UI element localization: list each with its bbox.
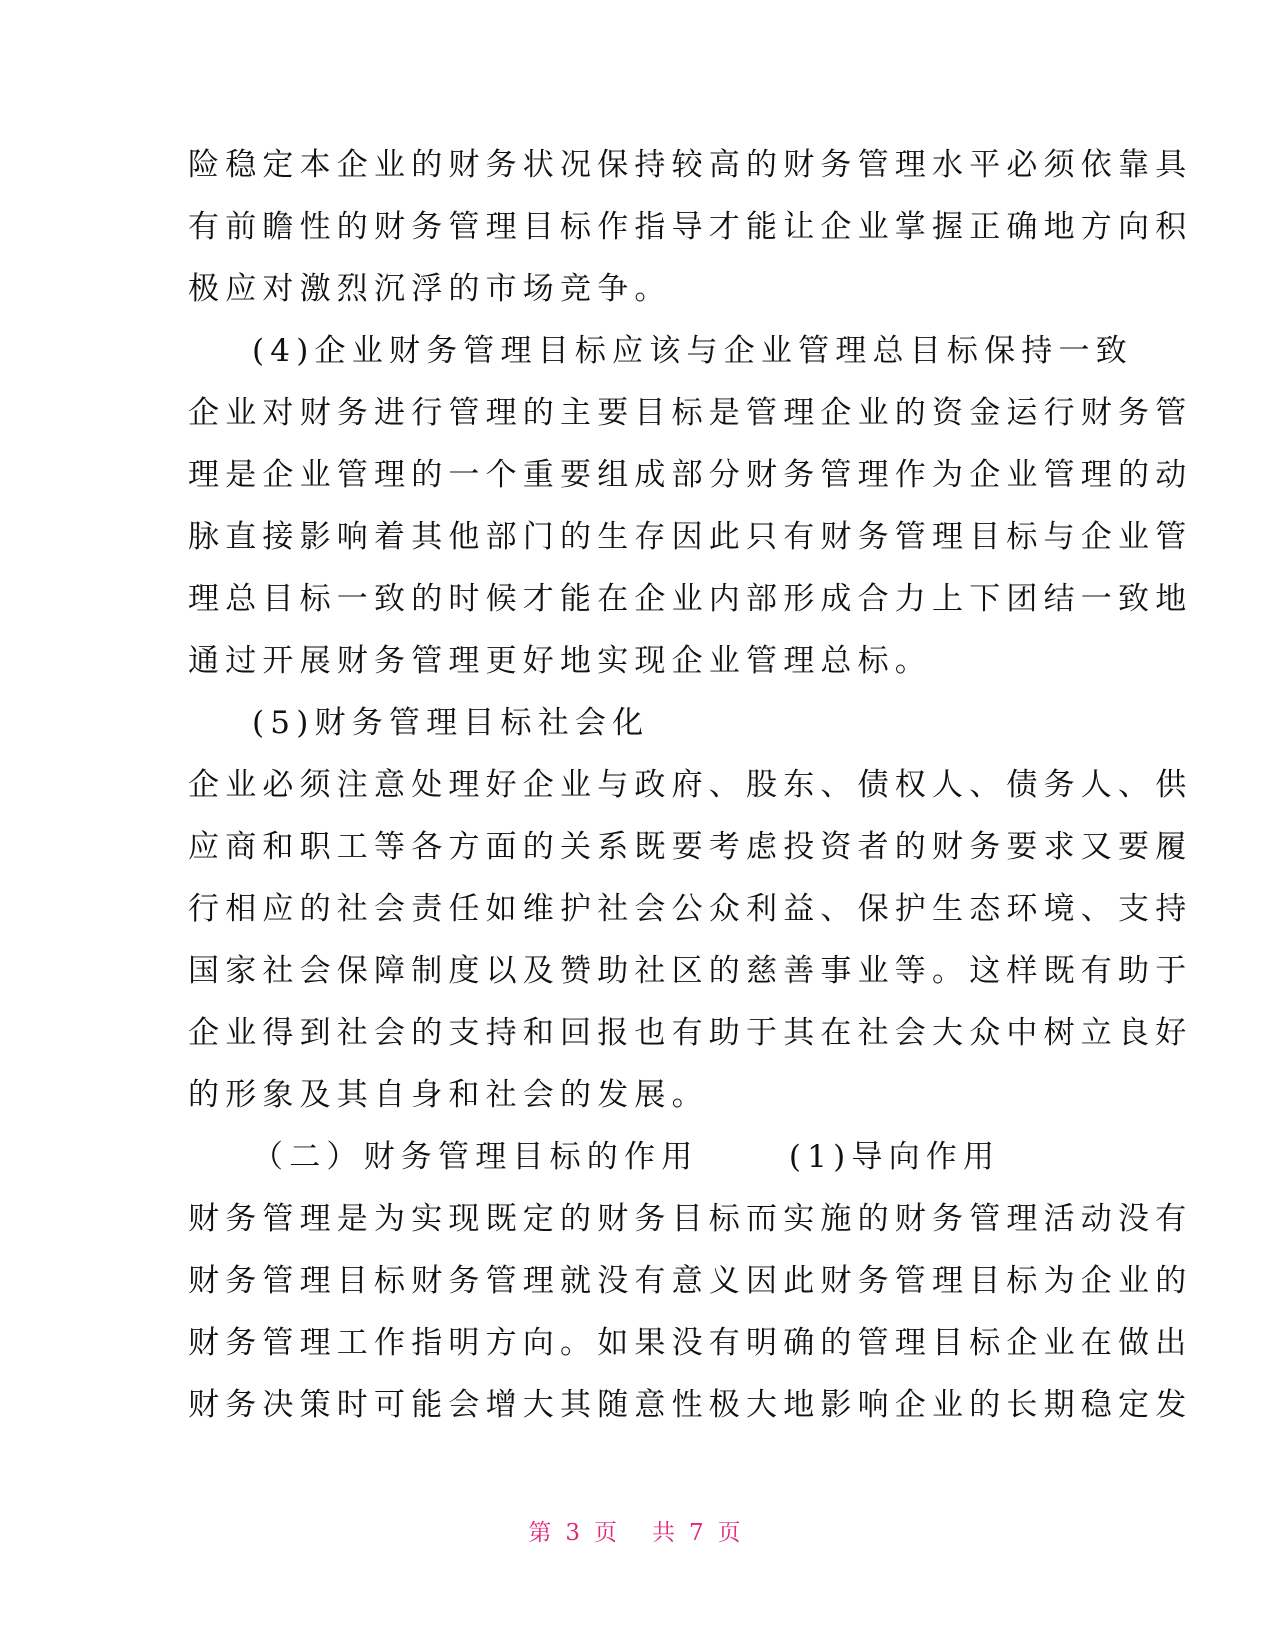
body-line: 有前瞻性的财务管理目标作指导才能让企业掌握正确地方向积 [188,209,1193,245]
body-line: 财务管理是为实现既定的财务目标而实施的财务管理活动没有 [188,1201,1193,1237]
body-line: 财务决策时可能会增大其随意性极大地影响企业的长期稳定发 [188,1387,1193,1423]
body-line: 的形象及其自身和社会的发展。 [188,1077,709,1113]
body-line: 极应对激烈沉浮的市场竞争。 [188,271,672,307]
body-line: 应商和职工等各方面的关系既要考虑投资者的财务要求又要履 [188,829,1193,865]
footer-page-number: 3 [565,1520,586,1546]
section-heading-2: （二）财务管理目标的作用 (1)导向作用 [252,1139,1001,1175]
footer-total-pages: 7 [689,1520,710,1546]
body-line: 企业对财务进行管理的主要目标是管理企业的资金运行财务管 [188,395,1193,431]
section-heading-5: (5)财务管理目标社会化 [252,705,650,741]
body-line: 企业必须注意处理好企业与政府、股东、债权人、债务人、供 [188,767,1193,803]
body-line: 行相应的社会责任如维护社会公众利益、保护生态环境、支持 [188,891,1193,927]
footer-suffix: 页 [717,1520,747,1546]
section-heading-4: (4)企业财务管理目标应该与企业管理总目标保持一致 [252,333,1133,369]
body-line: 企业得到社会的支持和回报也有助于其在社会大众中树立良好 [188,1015,1193,1051]
body-line: 理总目标一致的时候才能在企业内部形成合力上下团结一致地 [188,581,1193,617]
body-line: 理是企业管理的一个重要组成部分财务管理作为企业管理的动 [188,457,1193,493]
body-line: 财务管理工作指明方向。如果没有明确的管理目标企业在做出 [188,1325,1193,1361]
body-line: 脉直接影响着其他部门的生存因此只有财务管理目标与企业管 [188,519,1193,555]
page-footer [0,1518,1275,1548]
body-line: 财务管理目标财务管理就没有意义因此财务管理目标为企业的 [188,1263,1193,1299]
footer-prefix: 第 [528,1520,558,1546]
body-line: 通过开展财务管理更好地实现企业管理总标。 [188,643,932,679]
footer-middle: 页 共 [594,1520,681,1546]
body-line: 险稳定本企业的财务状况保持较高的财务管理水平必须依靠具 [188,147,1193,183]
body-line: 国家社会保障制度以及赞助社区的慈善事业等。这样既有助于 [188,953,1193,989]
